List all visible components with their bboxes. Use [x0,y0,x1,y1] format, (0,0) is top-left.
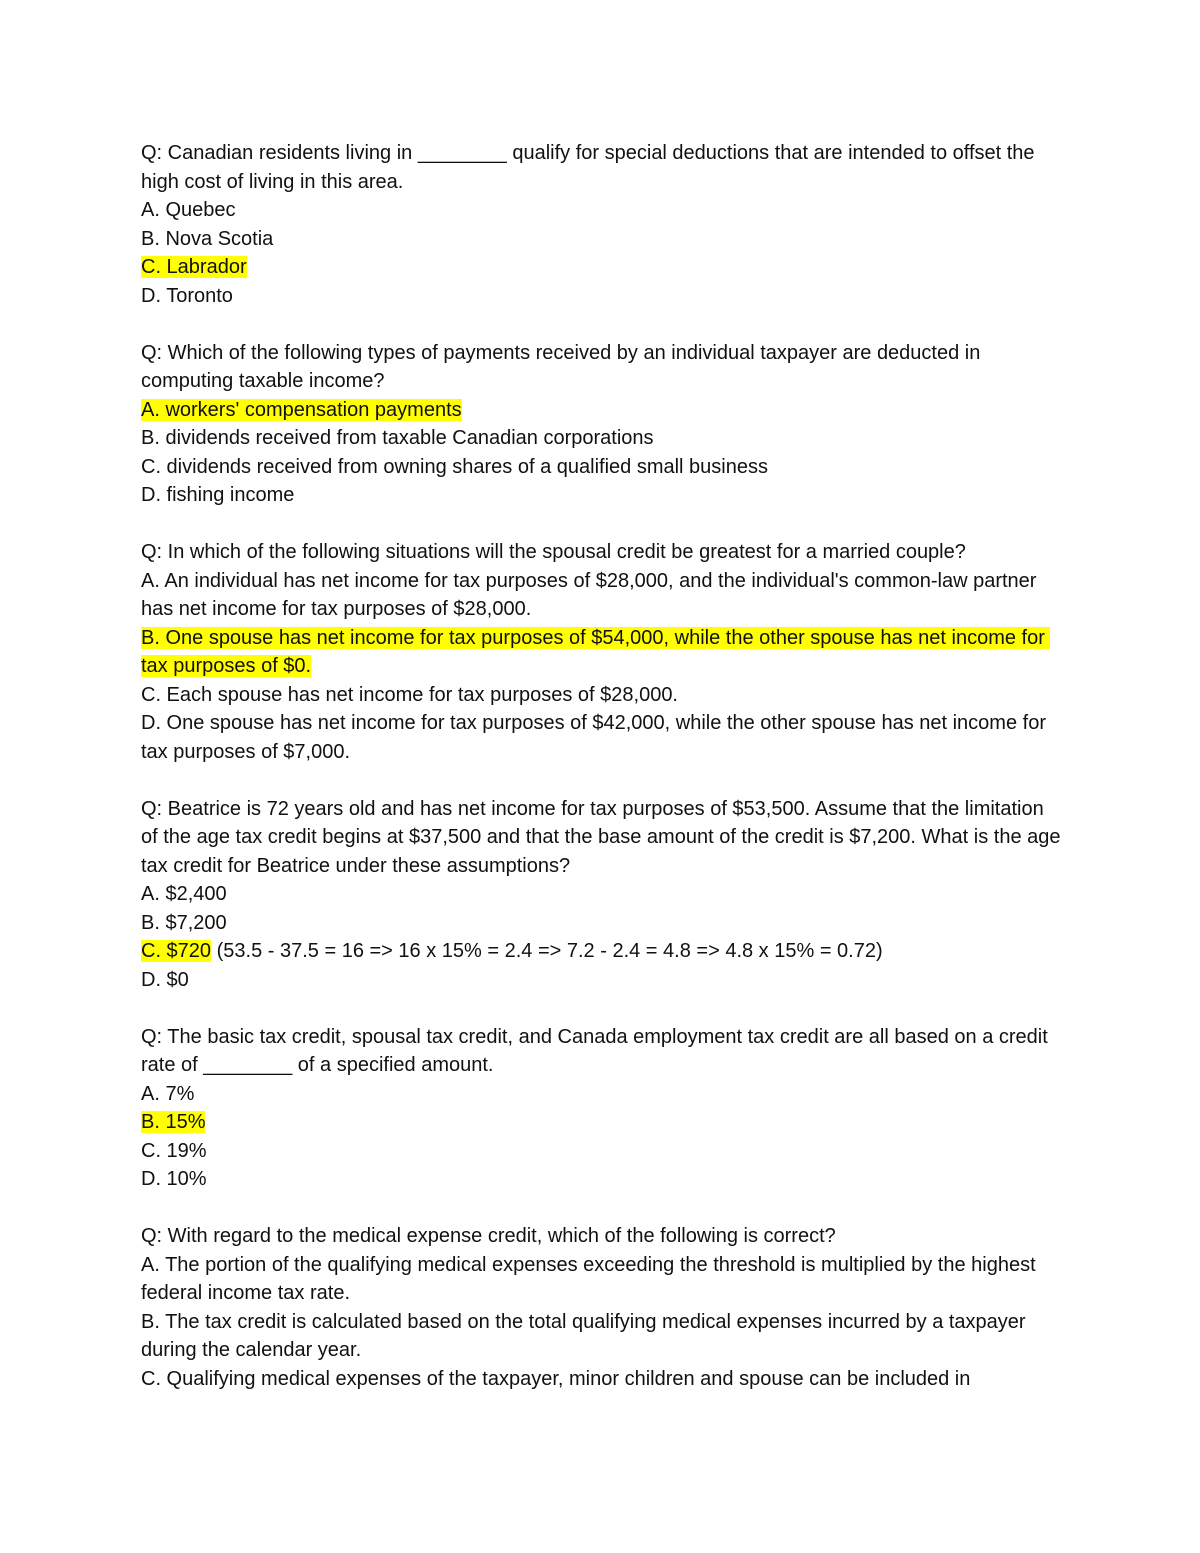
option-b-answer [141,1108,1061,1137]
question-block-5 [141,1023,1061,1194]
question-block-2 [141,339,1061,510]
option-b: B. $7,200 [141,911,227,934]
option-a: A. An individual has net income for tax purposes of $28,000, and the individual's common-law partner has net income for tax purposes of $28,000. [141,569,1043,620]
answer-highlight: A. workers' compensation payments [141,398,462,421]
question-block-1 [141,139,1061,310]
option-a: A. 7% [141,1082,195,1105]
question-text: Q: Beatrice is 72 years old and has net income for tax purposes of $53,500. Assume that the limitation of the age tax credit begins at $37,500 and that the base amount of the credit is $7,200. What is the age tax credit for Beatrice under these assumptions? [141,797,1067,877]
question-text: Q: Which of the following types of payments received by an individual taxpayer are deducted in computing taxable income? [141,341,986,392]
option-b-answer [141,624,1061,681]
answer-highlight: B. 15% [141,1111,206,1133]
answer-highlight: C. Labrador [141,256,247,278]
option-c: C. dividends received from owning shares of a qualified small business [141,455,768,478]
option-b: B. The tax credit is calculated based on the total qualifying medical expenses incurred by a taxpayer during the calendar year. [141,1310,1032,1361]
question-text: Q: In which of the following situations will the spousal credit be greatest for a married couple? [141,541,966,563]
answer-highlight: B. One spouse has net income for tax purposes of $54,000, while the other spouse has net income for tax purposes of $0. [141,626,1051,677]
option-a: A. Quebec [141,199,236,221]
question-block-6 [141,1222,1061,1393]
option-d: D. Toronto [141,284,233,307]
option-c: C. Each spouse has net income for tax purposes of $28,000. [141,683,678,706]
option-d: D. One spouse has net income for tax purposes of $42,000, while the other spouse has net income for tax purposes of $7,000. [141,712,1052,763]
calculation-note: (53.5 - 37.5 = 16 => 16 x 15% = 2.4 => 7.2 - 2.4 = 4.8 => 4.8 x 15% = 0.72) [211,940,883,962]
option-c-answer [141,253,1061,282]
option-a-answer [141,396,1061,425]
question-block-4 [141,795,1067,995]
option-d: D. 10% [141,1168,207,1190]
question-text: Q: The basic tax credit, spousal tax credit, and Canada employment tax credit are all based on a credit rate of ________ of a specified amount. [141,1025,1054,1076]
answer-highlight: C. $720 [141,940,212,962]
option-c-answer [141,937,1061,966]
question-block-3 [141,538,1061,766]
option-d: D. $0 [141,968,189,991]
document-page [141,139,1067,1422]
option-b: B. Nova Scotia [141,227,274,250]
option-a: A. $2,400 [141,883,227,905]
option-a: A. The portion of the qualifying medical expenses exceeding the threshold is multiplied by the highest federal income tax rate. [141,1253,1042,1304]
question-text: Q: Canadian residents living in ________ qualify for special deductions that are intended to offset the high cost of living in this area. [141,142,1041,193]
option-b: B. dividends received from taxable Canadian corporations [141,427,654,449]
option-d: D. fishing income [141,484,295,506]
option-c: C. 19% [141,1139,207,1162]
question-text: Q: With regard to the medical expense credit, which of the following is correct? [141,1225,836,1247]
option-c: C. Qualifying medical expenses of the taxpayer, minor children and spouse can be included in [141,1367,971,1390]
